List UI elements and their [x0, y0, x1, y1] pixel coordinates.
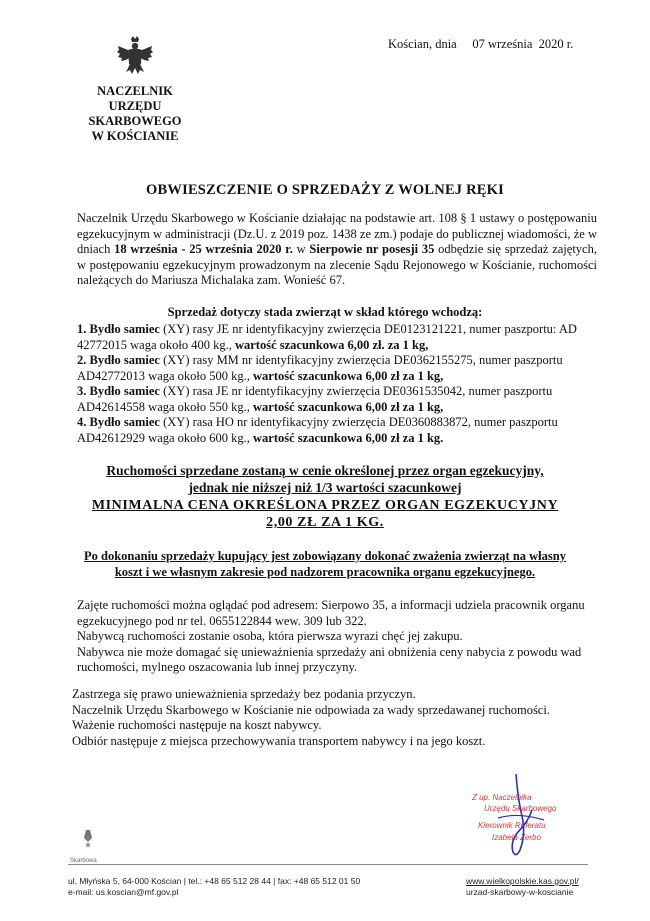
sale-dates: 18 września - 25 września 2020 r. — [114, 242, 293, 256]
purchase-obligation-line-1: Po dokonaniu sprzedaży kupujący jest zobowiązany dokonać zważenia zwierząt na własny — [84, 549, 566, 563]
stamp-line-3: Kierownik Referatu — [478, 821, 546, 830]
place-and-date: Kościan, dnia 07 września 2020 r. — [388, 37, 574, 51]
footer-contact — [68, 876, 360, 898]
animal-description: (XY) rasa JE nr identyfikacyjny zwierzęcia DE0361535042, numer paszportu AD42614558 waga około 550 kg., — [77, 384, 553, 414]
animal-description: (XY) rasa HO nr identyfikacyjny zwierzęcia DE0360883872, numer paszportu AD42612929 waga około 600 kg., — [77, 415, 558, 445]
footer-address: ul. Młyńska 5, 64-000 Kościan | tel.: +48 65 512 28 44 | fax: +48 65 512 01 50 — [68, 876, 361, 886]
intro-text-1: Naczelnik Urzędu Skarbowego w Kościanie działając na podstawie art. 108 § 1 ustawy o postępowaniu egzekucyjnym w administracji (Dz.U. z 2019 poz. 1438 ze zm.) podaje do publicznej wiadomości, że w dniach — [77, 211, 597, 256]
price-notice-line-1: Ruchomości sprzedane zostaną w cenie określonej przez organ egzekucyjny, — [106, 463, 544, 478]
stamp-line-1: Z up. Naczelnika — [472, 793, 532, 802]
stamp-line-2: Urzędu Skarbowego — [484, 804, 557, 813]
final-line: Ważenie ruchomości następuje na koszt nabywcy. — [72, 718, 322, 732]
minimal-price-line-2: 2,00 ZŁ ZA 1 KG. — [266, 515, 384, 530]
office-line-1: NACZELNIK — [97, 84, 173, 98]
website-link-line-1[interactable]: www.wielkopolskie.kas.gov.pl/ — [466, 876, 579, 886]
stamp-line-4: Izabela Zerbo — [492, 833, 541, 842]
footer-email[interactable]: e-mail: us.koscian@mf.gov.pl — [68, 887, 179, 897]
purchase-obligation-line-2: koszt i we własnym zakresie pod nadzorem pracownika organu egzekucyjnego. — [114, 564, 536, 579]
footer-divider — [68, 864, 588, 865]
logo-text: Skarbowa — [70, 858, 97, 864]
animal-list — [77, 322, 597, 446]
office-line-2: URZĘDU SKARBOWEGO — [88, 99, 182, 128]
office-line-3: W KOŚCIANIE — [91, 129, 179, 143]
polish-eagle-emblem-icon — [116, 36, 154, 80]
document-title: OBWIESZCZENIE O SPRZEDAŻY Z WOLNEJ RĘKI — [146, 182, 504, 198]
animal-item — [77, 384, 597, 415]
animal-label: 3. Bydło samiec — [77, 384, 160, 398]
animal-item — [77, 353, 597, 384]
animal-description: (XY) rasy MM nr identyfikacyjny zwierzęcia DE0362155275, numer paszportu AD42772013 waga około 500 kg., — [77, 353, 563, 383]
official-stamp — [458, 770, 576, 862]
animal-item — [77, 322, 597, 353]
final-line: Naczelnik Urzędu Skarbowego w Kościanie nie odpowiada za wady sprzedawanej ruchomości. — [72, 702, 550, 717]
animal-value: wartość szacunkowa 6,00 zł. za 1 kg, — [234, 337, 429, 352]
animals-subheading: Sprzedaż dotyczy stada zwierząt w skład którego wchodzą: — [167, 305, 483, 319]
sale-location: Sierpowie nr posesji 35 — [309, 242, 435, 256]
website-link-line-2[interactable]: urzad-skarbowy-w-koscianie — [466, 887, 574, 897]
animal-description: (XY) rasy JE nr identyfikacyjny zwierzęcia DE0123121221, numer paszportu: AD 42772015 waga około 400 kg., — [77, 322, 577, 352]
intro-text-2: w — [292, 242, 310, 256]
final-line: Zastrzega się prawo unieważnienia sprzedaży bez podania przyczyn. — [72, 687, 416, 701]
footer-website — [466, 876, 579, 898]
price-notice-line-2: jednak nie niższej niż 1/3 wartości szacunkowej — [188, 480, 462, 495]
info-line: Zajęte ruchomości można oglądać pod adresem: Sierpowo 35, a informacji udziela pracownik organu egzekucyjnego pod nr tel. 0655122844 wew. 309 lub 322. — [77, 598, 585, 628]
animal-value: wartość szacunkowa 6,00 zł za 1 kg, — [253, 399, 444, 414]
signature-icon — [512, 774, 532, 855]
office-name — [70, 84, 200, 144]
price-notice — [0, 462, 650, 496]
intro-paragraph — [77, 211, 597, 289]
animal-value: wartość szacunkowa 6,00 zł za 1 kg. — [253, 430, 444, 445]
final-provisions — [72, 687, 592, 749]
animal-item — [77, 415, 597, 446]
info-line: Nabywca nie może domagać się unieważnienia sprzedaży ani obniżenia ceny nabycia z powodu wad ruchomości, mylnego oszacowania lub innej przyczyny. — [77, 644, 582, 674]
kas-logo — [68, 826, 108, 866]
animal-value: wartość szacunkowa 6,00 zł za 1 kg, — [253, 368, 444, 383]
animal-label: 1. Bydło samiec — [77, 322, 160, 336]
animal-label: 2. Bydło samiec — [77, 353, 160, 367]
minimal-price — [0, 497, 650, 531]
info-line: Nabywcą ruchomości zostanie osoba, która pierwsza wyrazi chęć jej zakupu. — [77, 629, 463, 643]
viewing-info — [77, 598, 597, 676]
final-line: Odbiór następuje z miejsca przechowywania transportem nabywcy i na jego koszt. — [72, 733, 486, 748]
purchase-obligation — [60, 549, 590, 580]
animal-label: 4. Bydło samiec — [77, 415, 160, 429]
minimal-price-line-1: MINIMALNA CENA OKREŚLONA PRZEZ ORGAN EGZEKUCYJNY — [91, 498, 559, 513]
intro-text-3: odbędzie się sprzedaż zajętych, w postępowaniu egzekucyjnym prowadzonym na zlecenie Sądu Rejonowego w Kościanie, ruchomości należących do Mariusza Michalaka zam. Wonieść 67. — [77, 242, 597, 287]
